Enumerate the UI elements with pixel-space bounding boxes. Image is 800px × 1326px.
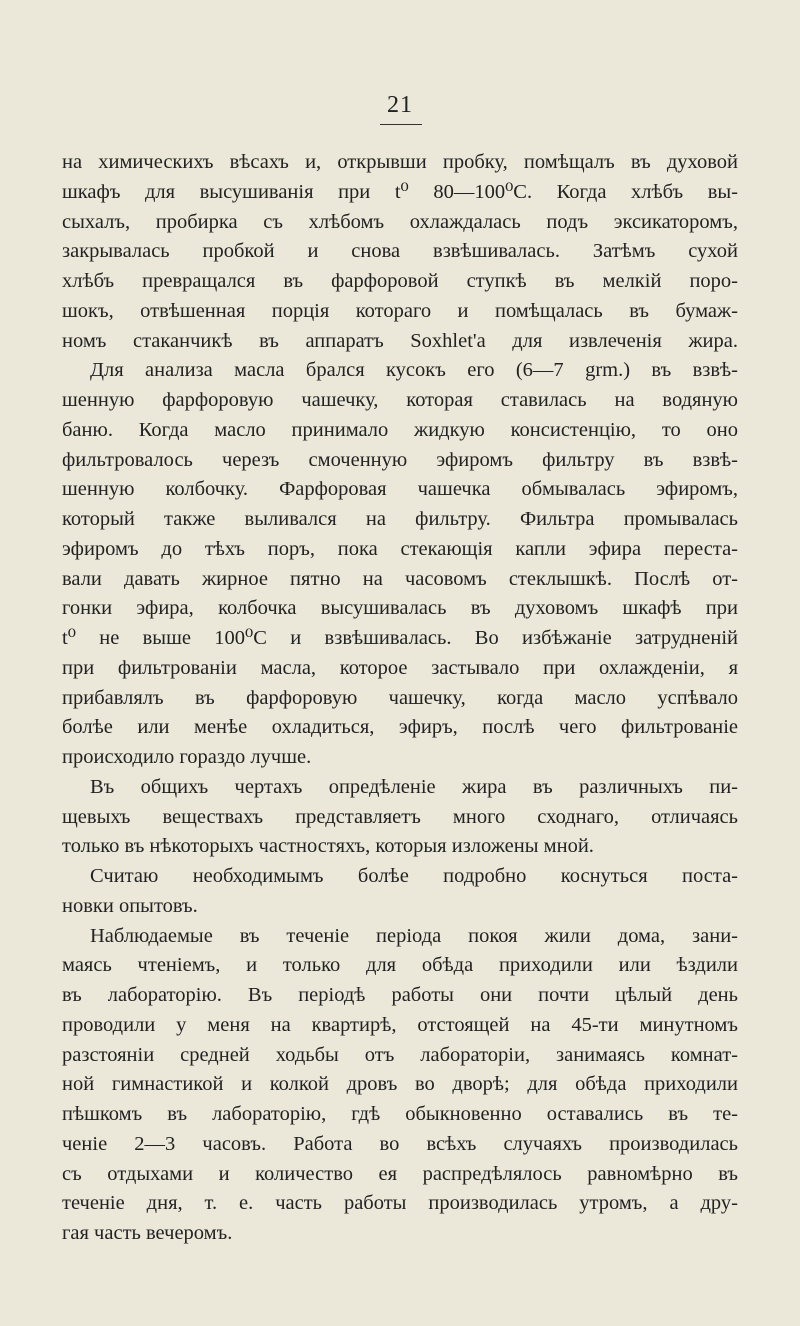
text-line: Наблюдаемые въ теченіе періода покоя жили дома, зани- — [90, 924, 738, 947]
text-line: проводили у меня на квартирѣ, отстоящей на 45-ти минутномъ — [62, 1013, 738, 1036]
text-line: шенную фарфоровую чашечку, которая ставилась на водяную — [62, 389, 738, 411]
text-line: ченіе 2—3 часовъ. Работа во всѣхъ случаяхъ производилась — [62, 1132, 738, 1155]
page-number-rule — [380, 124, 422, 125]
text-line: сыхалъ, пробирка съ хлѣбомъ охлаждалась подъ эксикаторомъ, — [62, 210, 738, 233]
body-text — [62, 148, 738, 1249]
text-line: щевыхъ веществахъ представляетъ много сходнаго, отличаясь — [62, 805, 738, 828]
text-line: гая часть вечеромъ. — [62, 1222, 233, 1244]
text-line: Считаю необходимымъ болѣе подробно коснуться поста- — [90, 865, 738, 887]
text-line: хлѣбъ превращался въ фарфоровой ступкѣ въ мелкій поро- — [62, 270, 738, 292]
text-line: въ лабораторію. Въ періодѣ работы они почти цѣлый день — [62, 984, 738, 1006]
text-line: который также выливался на фильтру. Фильтра промывалась — [62, 508, 738, 530]
text-line: вали давать жирное пятно на часовомъ стеклышкѣ. Послѣ от- — [62, 567, 738, 590]
text-line: t⁰ не выше 100⁰C и взвѣшивалась. Во избѣжаніе затрудненій — [62, 627, 738, 649]
text-line: гонки эфира, колбочка высушивалась въ духовомъ шкафѣ при — [62, 597, 738, 620]
text-line: баню. Когда масло принимало жидкую консистенцію, то оно — [62, 418, 738, 441]
text-line: номъ стаканчикѣ въ аппаратъ Soxhlet'а для извлеченія жира. — [62, 329, 738, 352]
text-line: прибавлялъ въ фарфоровую чашечку, когда масло успѣвало — [62, 686, 738, 709]
text-line: съ отдыхами и количество ея распредѣлялось равномѣрно въ — [62, 1162, 738, 1185]
page-number: 21 — [387, 92, 413, 118]
text-line: эфиромъ до тѣхъ поръ, пока стекающія капли эфира переста- — [62, 537, 738, 560]
text-line: ной гимнастикой и колкой дровъ во дворѣ; для обѣда приходили — [62, 1073, 738, 1096]
text-line: Для анализа масла брался кусокъ его (6—7 grm.) въ взвѣ- — [90, 359, 738, 382]
text-line: пѣшкомъ въ лабораторію, гдѣ обыкновенно оставались въ те- — [62, 1103, 738, 1125]
text-line: теченіе дня, т. е. часть работы производилась утромъ, а дру- — [62, 1192, 738, 1215]
text-line: Въ общихъ чертахъ опредѣленіе жира въ различныхъ пи- — [90, 775, 738, 798]
text-line: фильтровалось черезъ смоченную эфиромъ фильтру въ взвѣ- — [62, 448, 738, 471]
text-line: на химическихъ вѣсахъ и, открывши пробку, помѣщалъ въ духовой — [62, 151, 738, 173]
text-line: происходило гораздо лучше. — [62, 746, 312, 768]
text-line: только въ нѣкоторыхъ частностяхъ, которыя изложены мной. — [62, 835, 594, 858]
text-line: разстояніи средней ходьбы отъ лабораторіи, занимаясь комнат- — [62, 1043, 738, 1066]
text-line: новки опытовъ. — [62, 894, 198, 917]
text-line: шокъ, отвѣшенная порція котораго и помѣщалась въ бумаж- — [62, 299, 738, 322]
text-line: при фильтрованіи масла, которое застывало при охлажденіи, я — [62, 656, 738, 679]
text-line: закрывалась пробкой и снова взвѣшивалась. Затѣмъ сухой — [62, 240, 738, 263]
text-line: шкафъ для высушиванія при t⁰ 80—100⁰C. Когда хлѣбъ вы- — [62, 180, 738, 203]
text-line: болѣе или менѣе охладиться, эфиръ, послѣ чего фильтрованіе — [62, 716, 738, 739]
text-line: маясь чтеніемъ, и только для обѣда приходили или ѣздили — [62, 954, 738, 977]
text-line: шенную колбочку. Фарфоровая чашечка обмывалась эфиромъ, — [62, 478, 738, 501]
